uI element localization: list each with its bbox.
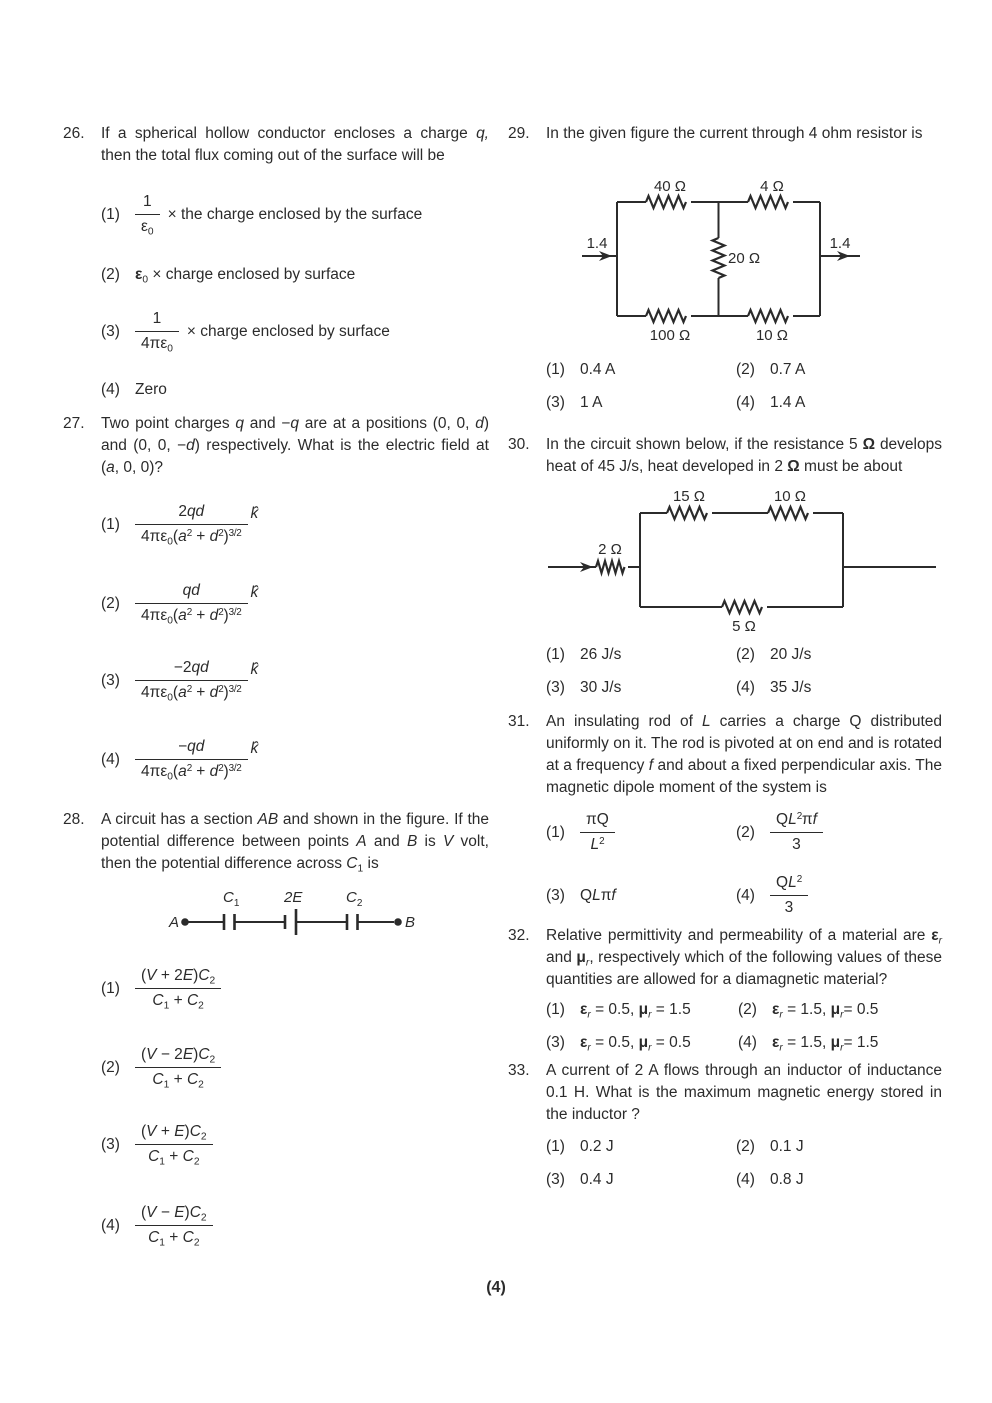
question-number: 27. [63, 415, 85, 432]
k-hat-symbol: k̂ [250, 739, 259, 757]
option-label: (2) [736, 646, 755, 663]
option-4 [736, 677, 942, 699]
fraction-denominator: $C_1 + C_2$ [135, 988, 221, 1012]
option-3 [546, 885, 736, 907]
option-2 [736, 1136, 942, 1158]
option-text: QLπf [580, 886, 616, 904]
option-text: 0.7 A [770, 361, 806, 378]
fraction-denominator: 3 [770, 895, 808, 919]
option-3 [546, 1169, 736, 1191]
option-label: (2) [736, 361, 755, 378]
option-text: 26 J/s [580, 646, 622, 663]
option-label: (3) [101, 322, 120, 340]
option-label: (2) [736, 823, 755, 841]
resistor-label: 10 Ω [773, 488, 807, 505]
option-label: (4) [736, 394, 755, 411]
option-label: (3) [546, 394, 565, 411]
option-label: (4) [738, 1034, 757, 1051]
option-label: (3) [546, 886, 565, 904]
option-text: $\varepsilon_r = 0.5$, $\mu_r = 0.5$ [580, 1034, 691, 1054]
question-number: 26. [63, 125, 85, 142]
k-hat-symbol: k̂ [250, 660, 259, 678]
option-label: (3) [101, 671, 120, 689]
resistor-40ohm [646, 196, 686, 208]
fraction-denominator: 3 [770, 832, 823, 856]
q29-options [546, 359, 942, 414]
option-label: (3) [546, 679, 565, 696]
question-stem: Two point charges q and −q are at a positions (0, 0, d) and (0, 0, −d) respectively. What is the electric field at (a, 0, 0)? [101, 415, 489, 476]
resistor-label: 10 Ω [755, 327, 789, 344]
fraction [135, 1044, 221, 1091]
q30-options [546, 644, 942, 699]
option-2 [738, 999, 942, 1021]
option-label: (4) [101, 750, 120, 768]
resistor-15ohm [667, 507, 707, 519]
capacitor2-label: $C_2$ [346, 889, 363, 909]
fraction [135, 736, 248, 783]
option-1 [101, 501, 489, 548]
option-text: $\varepsilon_r = 1.5$, $\mu_r= 0.5$ [772, 1001, 879, 1021]
option-1 [546, 359, 736, 381]
option-text: 0.4 A [580, 361, 616, 378]
option-1 [546, 1136, 736, 1158]
fraction-denominator: $4\pi\varepsilon_0(a^2 + d^2)^{3/2}$ [135, 524, 248, 548]
option-3 [101, 657, 489, 704]
fraction-denominator: $4\pi\varepsilon_0$ [135, 331, 179, 355]
option-text: 0.4 J [580, 1171, 614, 1188]
node-b-label: B [405, 914, 416, 931]
option-text: 1.4 A [770, 394, 806, 411]
resistor-label: 20 Ω [728, 250, 761, 267]
circuit-wires [548, 513, 936, 607]
question-30 [508, 434, 942, 699]
fraction [770, 872, 808, 919]
resistor-label: 4 Ω [760, 178, 784, 195]
option-4 [736, 392, 942, 414]
option-1 [546, 809, 736, 856]
fraction-denominator: $C_1 + C_2$ [135, 1067, 221, 1091]
fraction-denominator: $C_1 + C_2$ [135, 1144, 213, 1168]
question-28 [63, 809, 489, 1249]
option-label: (2) [101, 1058, 120, 1076]
resistor-label: 40 Ω [653, 178, 687, 195]
resistor-label: 100 Ω [649, 327, 691, 344]
fraction-denominator: $\varepsilon_0$ [135, 214, 160, 238]
question-33 [508, 1060, 942, 1191]
question-stem: A circuit has a section AB and shown in the figure. If the potential difference between points A and B is V volt, then the potential difference across $C_1$ is [101, 811, 489, 875]
option-label: (1) [101, 979, 120, 997]
question-32 [508, 925, 942, 1054]
option-text: 30 J/s [580, 679, 622, 696]
option-text: 35 J/s [770, 679, 812, 696]
fraction [135, 965, 221, 1012]
fraction-numerator: $(V + 2E)C_2$ [141, 967, 216, 987]
resistor-label: 2 Ω [598, 541, 622, 558]
option-text: 0.8 J [770, 1171, 804, 1188]
q31-options [546, 809, 942, 919]
question-stem: In the circuit shown below, if the resistance 5 Ω develops heat of 45 J/s, heat developed in 2 Ω must be about [546, 436, 942, 475]
question-31 [508, 711, 942, 919]
option-text: 0.2 J [580, 1138, 614, 1155]
series-parallel-circuit-figure [546, 480, 941, 638]
node-a-dot [181, 918, 189, 926]
option-label: (4) [736, 679, 755, 696]
option-label: (4) [736, 886, 755, 904]
option-2 [101, 264, 489, 286]
k-hat-symbol: k̂ [250, 504, 259, 522]
node-a-label: A [168, 914, 179, 931]
fraction [580, 809, 615, 856]
question-number: 29. [508, 125, 530, 142]
option-label: (1) [546, 823, 565, 841]
circuit-wires [582, 202, 860, 316]
option-text: $\varepsilon_0$ × charge enclosed by surface [135, 266, 356, 286]
question-number: 31. [508, 713, 530, 730]
right-column [508, 123, 942, 1191]
capacitor-battery-figure [165, 887, 435, 939]
option-3 [546, 677, 736, 699]
question-number: 32. [508, 927, 530, 944]
question-number: 28. [63, 811, 85, 828]
option-label: (4) [101, 1216, 120, 1234]
fraction-numerator: $(V - 2E)C_2$ [141, 1046, 216, 1066]
question-27 [63, 413, 489, 783]
current-in-label: 1.4 [586, 235, 608, 252]
question-number: 33. [508, 1062, 530, 1079]
option-label: (1) [546, 1138, 565, 1155]
battery-label: 2E [284, 889, 303, 906]
option-label: (4) [736, 1171, 755, 1188]
option-2 [101, 580, 489, 627]
option-1 [101, 965, 489, 1012]
resistor-4ohm [748, 196, 788, 208]
resistor-label: 5 Ω [732, 618, 756, 635]
option-4 [101, 379, 489, 401]
option-label: (1) [546, 1001, 565, 1018]
resistor-100ohm [646, 310, 686, 322]
resistor-label: 15 Ω [672, 488, 706, 505]
option-1 [546, 999, 738, 1021]
option-label: (1) [546, 646, 565, 663]
option-label: (1) [101, 515, 120, 533]
current-out-label: 1.4 [829, 235, 851, 252]
fraction-numerator: $(V - E)C_2$ [141, 1204, 207, 1224]
resistor-2ohm [596, 561, 625, 573]
question-stem: If a spherical hollow conductor encloses a charge q, then the total flux coming out of the surface will be [101, 125, 489, 164]
fraction-numerator: qd [182, 582, 200, 599]
fraction [135, 191, 160, 238]
k-hat-symbol: k̂ [250, 583, 259, 601]
fraction-denominator: $4\pi\varepsilon_0(a^2 + d^2)^{3/2}$ [135, 680, 248, 704]
fraction-denominator: $L^2$ [580, 832, 615, 856]
option-1 [546, 644, 736, 666]
option-1 [101, 191, 489, 238]
fraction [135, 580, 248, 627]
fraction-numerator: −2qd [173, 659, 209, 676]
option-label: (2) [736, 1138, 755, 1155]
question-stem: An insulating rod of L carries a charge Q distributed uniformly on it. The rod is pivoted at on end and is rotated at a frequency f and about a fixed perpendicular axis. The magnetic dipole moment of the system is [546, 713, 942, 796]
option-text: Zero [135, 381, 167, 398]
option-2 [736, 359, 942, 381]
fraction-numerator: 2qd [178, 503, 205, 520]
option-label: (3) [546, 1171, 565, 1188]
left-column [63, 123, 489, 1249]
fraction-numerator: $(V + E)C_2$ [141, 1123, 207, 1143]
resistor-5ohm [722, 601, 762, 613]
option-label: (3) [101, 1135, 120, 1153]
option-3 [101, 308, 489, 355]
fraction [770, 809, 823, 856]
option-3 [546, 392, 736, 414]
question-26 [63, 123, 489, 401]
fraction [135, 308, 179, 355]
option-label: (3) [546, 1034, 565, 1051]
option-text: × the charge enclosed by the surface [167, 205, 423, 223]
resistor-10ohm [768, 507, 808, 519]
option-label: (2) [101, 594, 120, 612]
option-4 [101, 1202, 489, 1249]
question-stem: In the given figure the current through 4 ohm resistor is [546, 125, 923, 142]
page-number: (4) [486, 1279, 506, 1296]
question-stem: A current of 2 A flows through an inductor of inductance 0.1 H. What is the maximum magnetic energy stored in the inductor ? [546, 1062, 942, 1123]
option-label: (1) [101, 205, 120, 223]
question-stem: Relative permittivity and permeability of a material are $\varepsilon_r$ and $\mu_r$, respectively which of the following values of these quantities are allowed for a diamagnetic material? [546, 927, 942, 988]
option-text: × charge enclosed by surface [186, 322, 390, 340]
fraction-denominator: $4\pi\varepsilon_0(a^2 + d^2)^{3/2}$ [135, 603, 248, 627]
option-label: (4) [101, 381, 120, 398]
option-2 [101, 1044, 489, 1091]
resistor-10ohm [748, 310, 788, 322]
q32-options [546, 999, 942, 1054]
option-3 [546, 1032, 738, 1054]
fraction [135, 501, 248, 548]
fraction-numerator: πQ [586, 811, 609, 828]
option-text: 0.1 J [770, 1138, 804, 1155]
option-2 [736, 809, 942, 856]
option-label: (1) [546, 361, 565, 378]
capacitor1-label: $C_1$ [223, 889, 240, 909]
option-3 [101, 1121, 489, 1168]
node-b-dot [394, 918, 402, 926]
option-text: 1 A [580, 394, 603, 411]
fraction-denominator: $4\pi\varepsilon_0(a^2 + d^2)^{3/2}$ [135, 759, 248, 783]
fraction-numerator: 1 [142, 193, 152, 210]
fraction-numerator: $QL^2$ [776, 874, 802, 891]
resistor-20ohm [713, 238, 725, 278]
fraction-numerator: −qd [178, 738, 205, 755]
question-number: 30. [508, 436, 530, 453]
option-text: $\varepsilon_r = 1.5$, $\mu_r= 1.5$ [772, 1034, 879, 1054]
option-label: (2) [101, 266, 120, 283]
option-4 [736, 872, 942, 919]
resistor-network-figure [570, 171, 910, 347]
fraction-numerator: 1 [152, 310, 162, 327]
question-29 [508, 123, 942, 414]
fraction [135, 1202, 213, 1249]
option-2 [736, 644, 942, 666]
fraction-numerator: $QL^2\pi f$ [776, 811, 817, 828]
option-text: 20 J/s [770, 646, 812, 663]
option-text: $\varepsilon_r = 0.5$, $\mu_r = 1.5$ [580, 1001, 691, 1021]
fraction [135, 657, 248, 704]
fraction-denominator: $C_1 + C_2$ [135, 1225, 213, 1249]
q33-options [546, 1136, 942, 1191]
option-label: (2) [738, 1001, 757, 1018]
option-4 [736, 1169, 942, 1191]
option-4 [738, 1032, 942, 1054]
option-4 [101, 736, 489, 783]
fraction [135, 1121, 213, 1168]
